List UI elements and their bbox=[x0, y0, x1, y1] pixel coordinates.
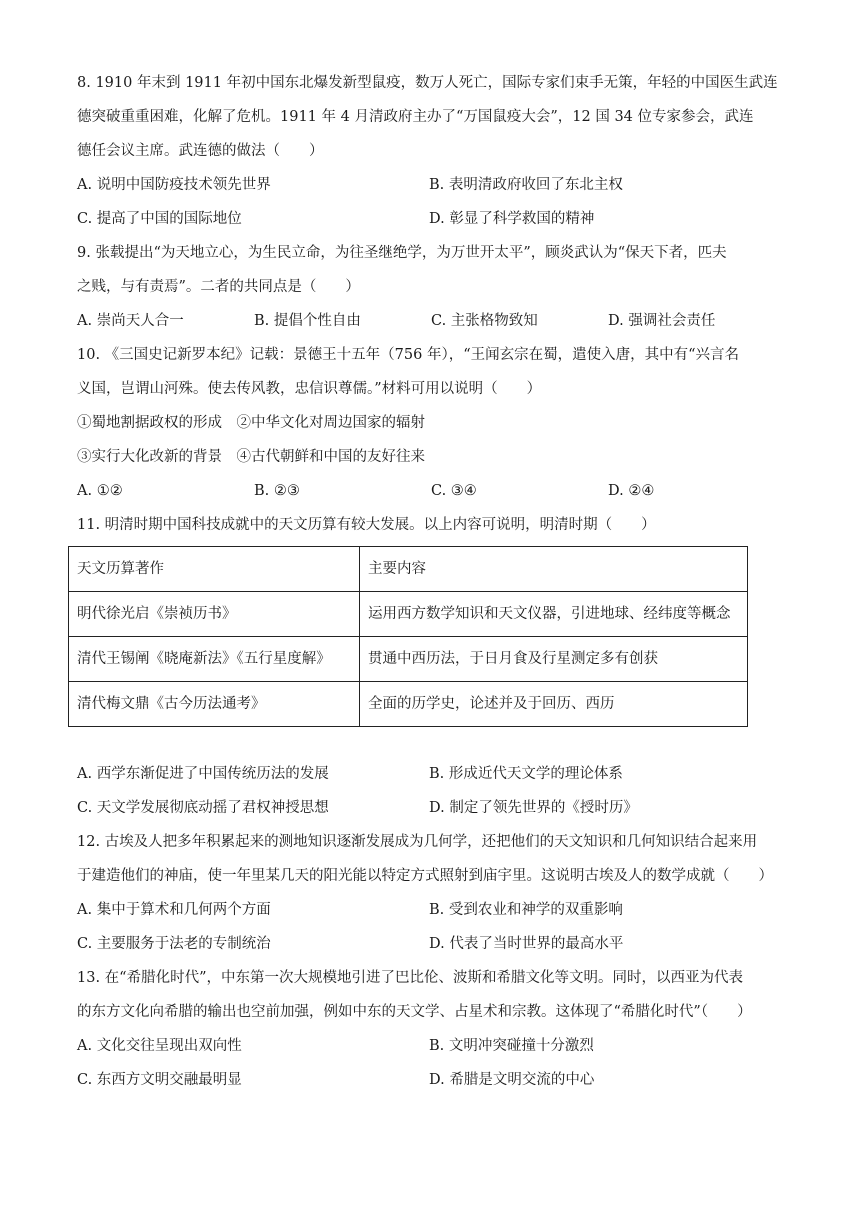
option-c[interactable]: C. 主要服务于法老的专制统治 bbox=[77, 936, 271, 952]
question-13-options-row bbox=[77, 1063, 787, 1097]
option-c[interactable]: C. 提高了中国的国际地位 bbox=[77, 211, 242, 227]
question-8 bbox=[77, 66, 787, 236]
question-12-options-row bbox=[77, 893, 787, 927]
question-11-options-row bbox=[77, 791, 787, 825]
exam-page bbox=[77, 66, 787, 1097]
question-9 bbox=[77, 236, 787, 338]
table-cell: 明代徐光启《崇祯历书》 bbox=[69, 592, 360, 637]
table-row bbox=[69, 637, 748, 682]
option-a[interactable]: A. 崇尚天人合一 bbox=[77, 313, 184, 329]
question-12-options-row bbox=[77, 927, 787, 961]
question-9-stem-line: 之贱，与有责焉”。二者的共同点是（ ） bbox=[77, 279, 360, 295]
question-8-stem-line: 德突破重重困难，化解了危机。1911 年 4 月清政府主办了“万国鼠疫大会”，12 国 34 位专家参会，武连 bbox=[77, 109, 754, 125]
table-header-row bbox=[69, 547, 748, 592]
question-10-statement-line: ①蜀地割据政权的形成 ②中华文化对周边国家的辐射 bbox=[77, 415, 425, 431]
option-c[interactable]: C. ③④ bbox=[431, 483, 477, 499]
table-row bbox=[69, 682, 748, 727]
option-b[interactable]: B. 文明冲突碰撞十分激烈 bbox=[429, 1038, 594, 1054]
table-cell: 运用西方数学知识和天文仪器，引进地球、经纬度等概念 bbox=[360, 592, 748, 637]
question-13 bbox=[77, 961, 787, 1097]
question-11 bbox=[77, 508, 787, 825]
option-d[interactable]: D. 强调社会责任 bbox=[608, 313, 716, 329]
option-a[interactable]: A. ①② bbox=[77, 483, 123, 499]
option-d[interactable]: D. 制定了领先世界的《授时历》 bbox=[429, 800, 638, 816]
option-d[interactable]: D. 希腊是文明交流的中心 bbox=[429, 1072, 595, 1088]
question-9-stem-line: 9. 张载提出“为天地立心，为生民立命，为往圣继绝学，为万世开太平”，顾炎武认为“保天下者，匹夫 bbox=[77, 245, 727, 261]
question-9-options-row bbox=[77, 304, 787, 338]
astronomy-works-table bbox=[68, 546, 748, 727]
table-cell: 清代梅文鼎《古今历法通考》 bbox=[69, 682, 360, 727]
question-10-stem-line: 义国，岂谓山河殊。使去传风教，忠信识尊儒。”材料可用以说明（ ） bbox=[77, 381, 542, 397]
question-13-stem-line: 的东方文化向希腊的输出也空前加强，例如中东的天文学、占星术和宗教。这体现了“希腊化时代”（ ） bbox=[77, 1004, 752, 1020]
question-10 bbox=[77, 338, 787, 508]
option-d[interactable]: D. 代表了当时世界的最高水平 bbox=[429, 936, 624, 952]
question-12-stem-line: 12. 古埃及人把多年积累起来的测地知识逐渐发展成为几何学，还把他们的天文知识和几何知识结合起来用 bbox=[77, 834, 758, 850]
option-b[interactable]: B. 提倡个性自由 bbox=[254, 313, 361, 329]
option-c[interactable]: C. 天文学发展彻底动摇了君权神授思想 bbox=[77, 800, 329, 816]
question-8-stem-line: 8. 1910 年末到 1911 年初中国东北爆发新型鼠疫，数万人死亡，国际专家们束手无策，年轻的中国医生武连 bbox=[77, 75, 778, 91]
question-10-stem-line: 10. 《三国史记新罗本纪》记载：景德王十五年（756 年），“王闻玄宗在蜀，遣使入唐，其中有“兴言名 bbox=[77, 347, 740, 363]
option-a[interactable]: A. 西学东渐促进了中国传统历法的发展 bbox=[77, 766, 329, 782]
option-d[interactable]: D. ②④ bbox=[608, 483, 655, 499]
question-8-stem-line: 德任会议主席。武连德的做法（ ） bbox=[77, 143, 324, 159]
option-b[interactable]: B. 受到农业和神学的双重影响 bbox=[429, 902, 623, 918]
question-10-statement-line: ③实行大化改新的背景 ④古代朝鲜和中国的友好往来 bbox=[77, 449, 425, 465]
question-8-options-row bbox=[77, 168, 787, 202]
option-a[interactable]: A. 文化交往呈现出双向性 bbox=[77, 1038, 242, 1054]
question-11-options-row bbox=[77, 757, 787, 791]
option-d[interactable]: D. 彰显了科学救国的精神 bbox=[429, 211, 595, 227]
option-a[interactable]: A. 集中于算术和几何两个方面 bbox=[77, 902, 271, 918]
question-13-stem-line: 13. 在“希腊化时代”，中东第一次大规模地引进了巴比伦、波斯和希腊文化等文明。同时，以西亚为代表 bbox=[77, 970, 743, 986]
table-cell: 全面的历学史，论述并及于回历、西历 bbox=[360, 682, 748, 727]
question-10-options-row bbox=[77, 474, 787, 508]
option-a[interactable]: A. 说明中国防疫技术领先世界 bbox=[77, 177, 271, 193]
table-header-cell: 天文历算著作 bbox=[69, 547, 360, 592]
question-11-stem-line: 11. 明清时期中国科技成就中的天文历算有较大发展。以上内容可说明，明清时期（ ） bbox=[77, 517, 656, 533]
table-row bbox=[69, 592, 748, 637]
option-b[interactable]: B. 形成近代天文学的理论体系 bbox=[429, 766, 623, 782]
option-b[interactable]: B. ②③ bbox=[254, 483, 300, 499]
option-b[interactable]: B. 表明清政府收回了东北主权 bbox=[429, 177, 623, 193]
question-13-options-row bbox=[77, 1029, 787, 1063]
question-8-options-row bbox=[77, 202, 787, 236]
option-c[interactable]: C. 主张格物致知 bbox=[431, 313, 538, 329]
table-cell: 贯通中西历法，于日月食及行星测定多有创获 bbox=[360, 637, 748, 682]
question-12-stem-line: 于建造他们的神庙，使一年里某几天的阳光能以特定方式照射到庙宇里。这说明古埃及人的数学成就（ ） bbox=[77, 868, 773, 884]
question-12 bbox=[77, 825, 787, 961]
table-header-cell: 主要内容 bbox=[360, 547, 748, 592]
option-c[interactable]: C. 东西方文明交融最明显 bbox=[77, 1072, 242, 1088]
table-cell: 清代王锡阐《晓庵新法》《五行星度解》 bbox=[69, 637, 360, 682]
